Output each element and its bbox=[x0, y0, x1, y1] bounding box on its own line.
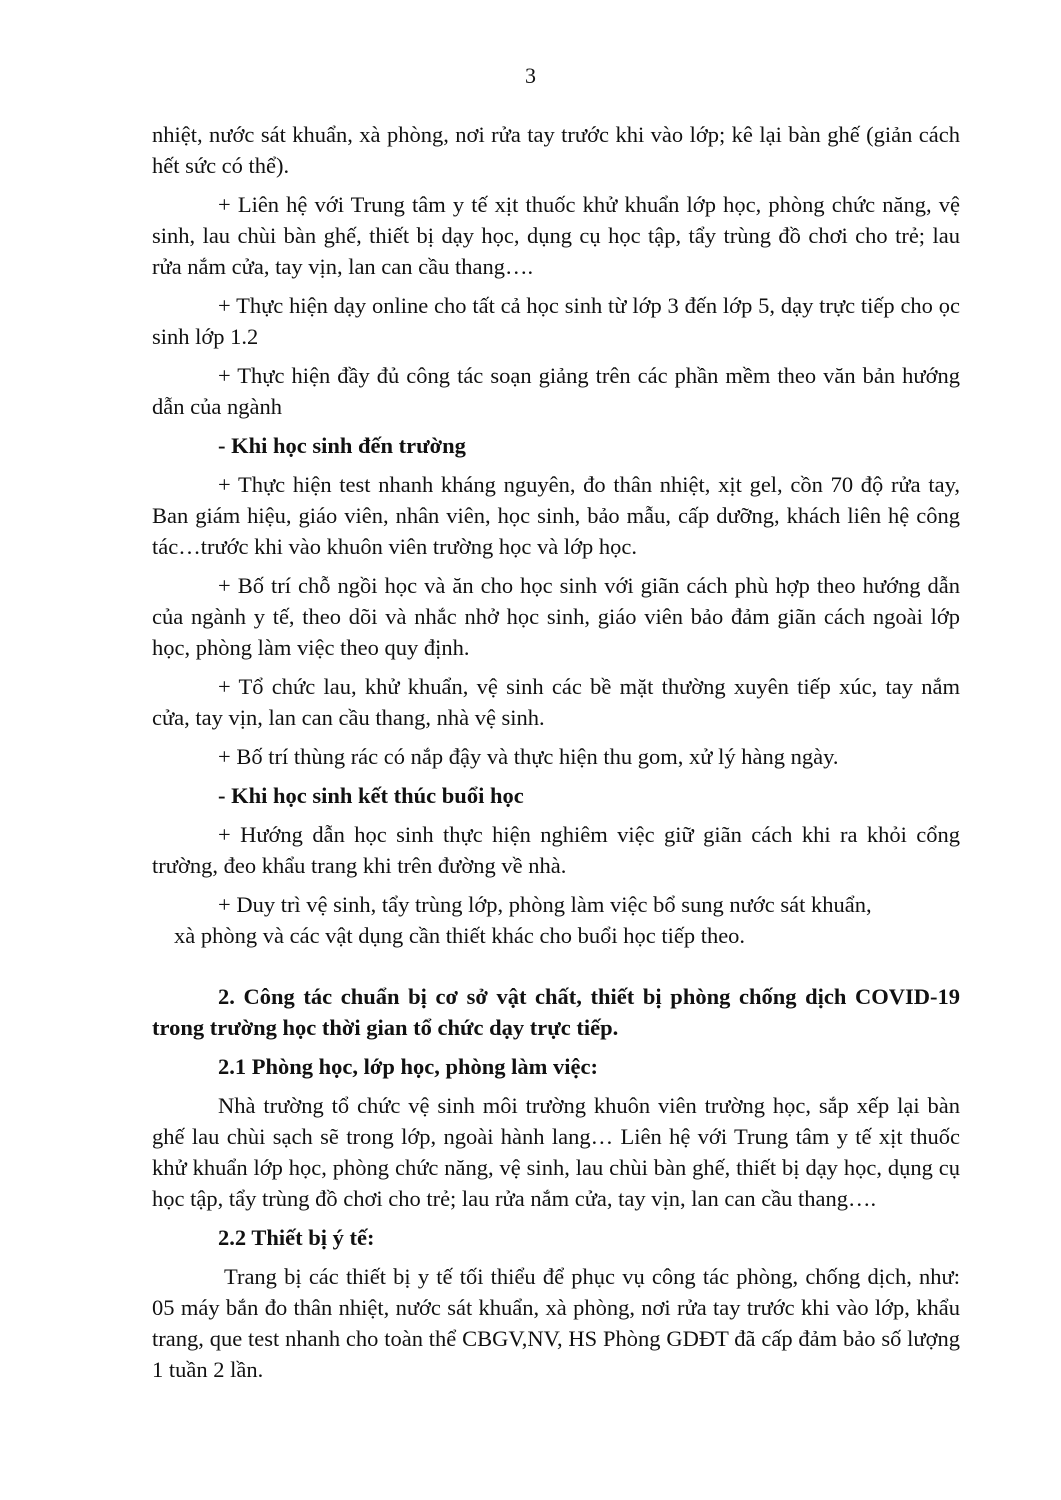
document-body bbox=[152, 119, 960, 1393]
paragraph-maintain-hygiene-line1: + Duy trì vệ sinh, tẩy trùng lớp, phòng làm việc bổ sung nước sát khuẩn, bbox=[218, 892, 872, 917]
paragraph-trash: + Bố trí thùng rác có nắp đậy và thực hiện thu gom, xử lý hàng ngày. bbox=[218, 744, 839, 769]
subsection-heading-2-1: 2.1 Phòng học, lớp học, phòng làm việc: bbox=[218, 1054, 598, 1079]
heading-arrival: - Khi học sinh đến trường bbox=[218, 433, 466, 458]
paragraph-seating: + Bố trí chỗ ngồi học và ăn cho học sinh với giãn cách phù hợp theo hướng dẫn của ngành y tế, theo dõi và nhắc nhở học sinh, giáo viên bảo đảm giãn cách ngoài lớp học, phòng làm việc theo quy định. bbox=[152, 573, 960, 660]
page-number: 3 bbox=[525, 63, 536, 88]
paragraph-rapid-test: + Thực hiện test nhanh kháng nguyên, đo thân nhiệt, xịt gel, cồn 70 độ rửa tay, Ban giám hiệu, giáo viên, nhân viên, học sinh, bảo mẫu, cấp dưỡng, khách liên hệ công tác…trước khi vào khuôn viên trường học và lớp học. bbox=[152, 472, 960, 559]
paragraph-maintain-hygiene-line2: xà phòng và các vật dụng cần thiết khác cho buổi học tiếp theo. bbox=[174, 923, 746, 948]
paragraph-leaving-school: + Hướng dẫn học sinh thực hiện nghiêm việc giữ giãn cách khi ra khỏi cổng trường, đeo khẩu trang khi trên đường về nhà. bbox=[152, 822, 960, 878]
paragraph-medical-equipment: Trang bị các thiết bị y tế tối thiểu để phục vụ công tác phòng, chống dịch, như: 05 máy bắn đo thân nhiệt, nước sát khuẩn, xà phòng, nơi rửa tay trước khi vào lớp, khẩu trang, que test nhanh cho toàn thể CBGV,NV, HS Phòng GDĐT đã cấp đảm bảo số lượng 1 tuần 2 lần. bbox=[152, 1264, 960, 1382]
paragraph-disinfection: + Tổ chức lau, khử khuẩn, vệ sinh các bề mặt thường xuyên tiếp xúc, tay nắm cửa, tay vịn, lan can cầu thang, nhà vệ sinh. bbox=[152, 674, 960, 730]
paragraph-contact-health-center: + Liên hệ với Trung tâm y tế xịt thuốc khử khuẩn lớp học, phòng chức năng, vệ sinh, lau chùi bàn ghế, thiết bị dạy học, dụng cụ học tập, tẩy trùng đồ chơi cho trẻ; lau rửa nắm cửa, tay vịn, lan can cầu thang…. bbox=[152, 192, 960, 279]
paragraph-online-teaching: + Thực hiện dạy online cho tất cả học sinh từ lớp 3 đến lớp 5, dạy trực tiếp cho ọc sinh lớp 1.2 bbox=[152, 293, 960, 349]
section-heading-2: 2. Công tác chuẩn bị cơ sở vật chất, thiết bị phòng chống dịch COVID-19 trong trường học thời gian tổ chức dạy trực tiếp. bbox=[152, 984, 960, 1040]
paragraph-classroom-cleaning: Nhà trường tổ chức vệ sinh môi trường khuôn viên trường học, sắp xếp lại bàn ghế lau chùi sạch sẽ trong lớp, ngoài hành lang… Liên hệ với Trung tâm y tế xịt thuốc khử khuẩn lớp học, phòng chức năng, vệ sinh, lau chùi bàn ghế, thiết bị dạy học, dụng cụ học tập, tẩy trùng đồ chơi cho trẻ; lau rửa nắm cửa, tay vịn, lan can cầu thang…. bbox=[152, 1093, 960, 1211]
subsection-heading-2-2: 2.2 Thiết bị ý tế: bbox=[218, 1225, 375, 1250]
paragraph-maintain-hygiene bbox=[152, 889, 960, 951]
paragraph-continuation: nhiệt, nước sát khuẩn, xà phòng, nơi rửa tay trước khi vào lớp; kê lại bàn ghế (giản cách hết sức có thể). bbox=[152, 122, 960, 178]
heading-end-of-session: - Khi học sinh kết thúc buổi học bbox=[218, 783, 524, 808]
paragraph-lesson-preparation: + Thực hiện đầy đủ công tác soạn giảng trên các phần mềm theo văn bản hướng dẫn của ngành bbox=[152, 363, 960, 419]
